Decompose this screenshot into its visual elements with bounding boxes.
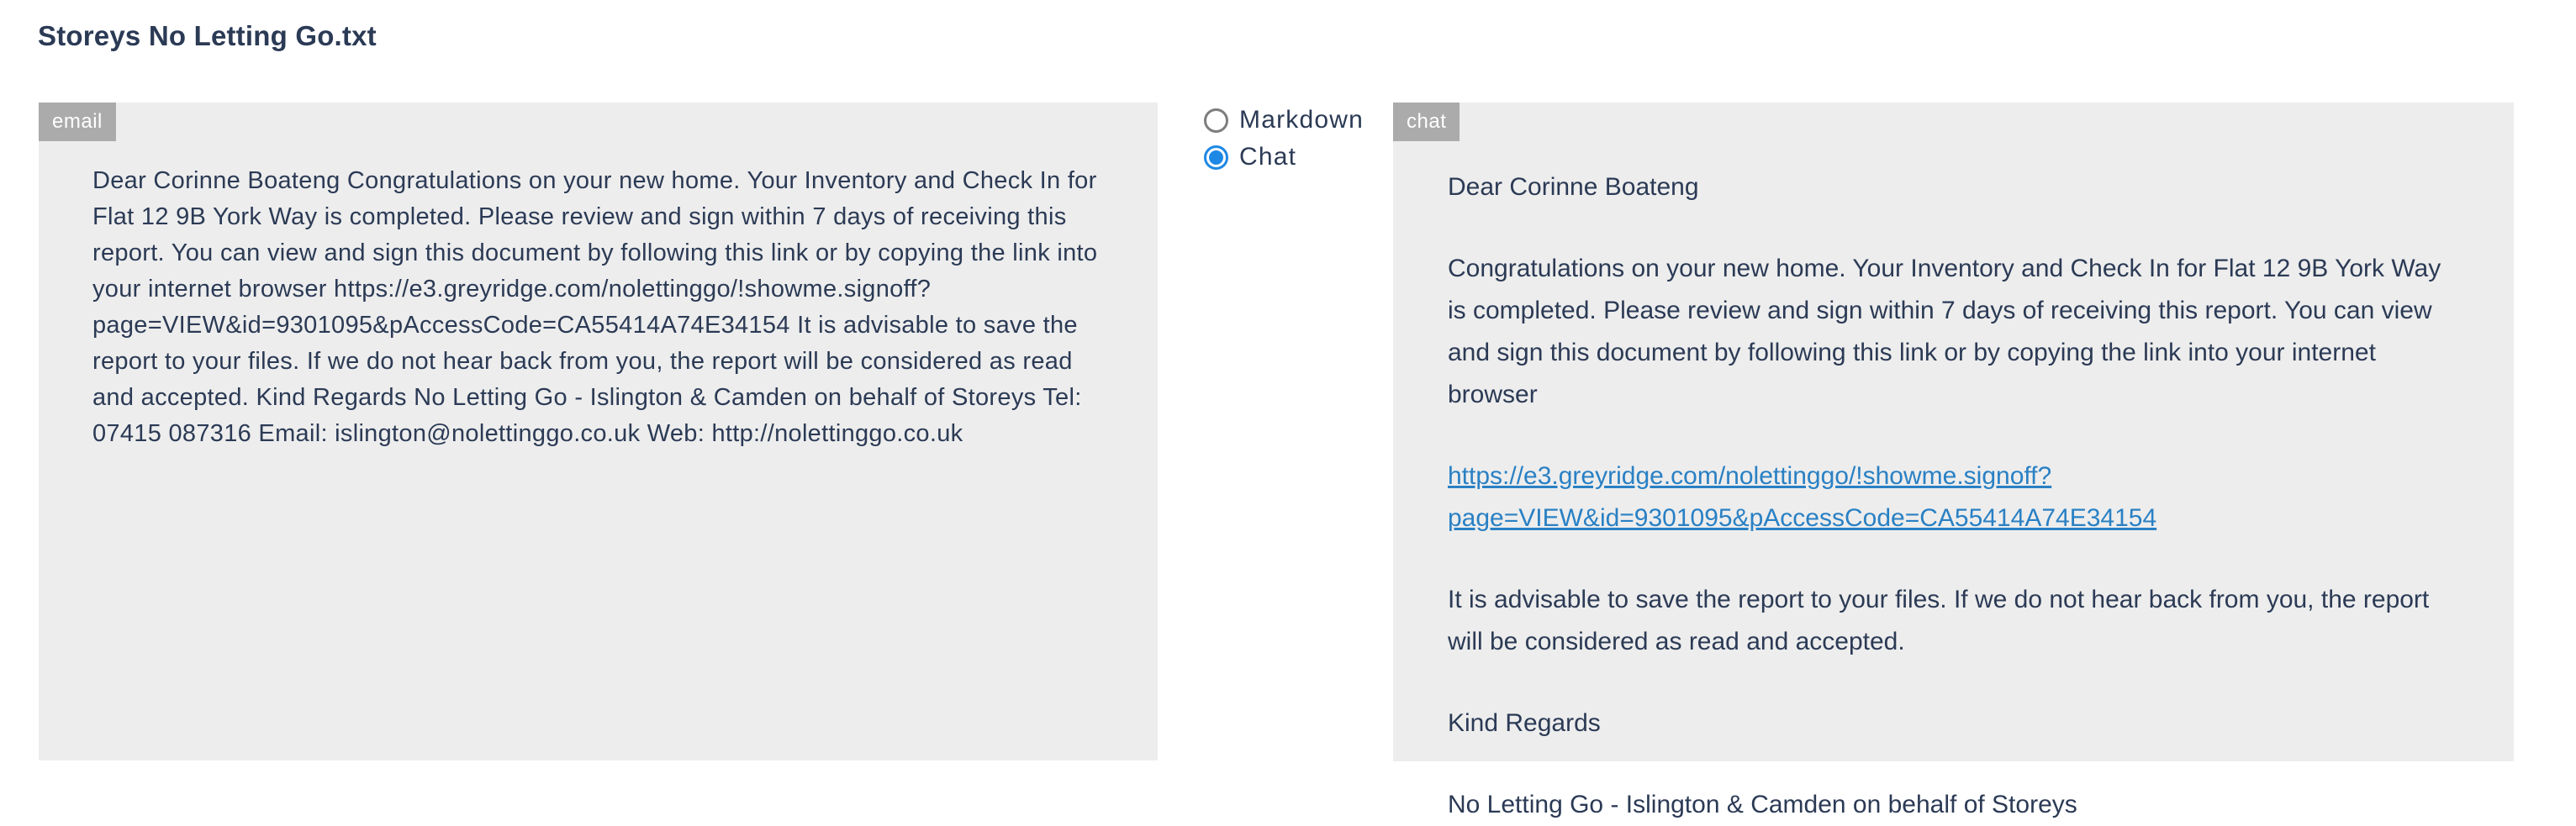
chat-rendered-panel bbox=[1393, 103, 2514, 818]
chat-radio-label: Chat bbox=[1239, 143, 1297, 171]
radio-circle-icon bbox=[1204, 108, 1228, 133]
email-raw-text: Dear Corinne Boateng Congratulations on your new home. Your Inventory and Check In for Flat 12 9B York Way is completed. Please review and sign within 7 days of receiving this report. You can view and sign this document by following this link or by copying the link into your internet browser https://e3.greyridge.com/nolettinggo/!showme.signoff?page=VIEW&id=9301095&pAccessCode=CA55414A74E34154 It is advisable to save the report to your files. If we do not hear back from you, the report will be considered as read and accepted. Kind Regards No Letting Go - Islington & Camden on behalf of Storeys Tel: 07415 087316 Email: islington@nolettinggo.co.uk Web: http://nolettinggo.co.uk bbox=[92, 167, 1098, 447]
radio-circle-icon bbox=[1204, 145, 1228, 170]
chat-radio[interactable] bbox=[1204, 145, 1364, 170]
signoff-link[interactable]: https://e3.greyridge.com/nolettinggo/!showme.signoff?page=VIEW&id=9301095&pAccessCode=CA55414A74E34154 bbox=[1448, 462, 2157, 532]
chat-badge: chat bbox=[1393, 103, 1460, 141]
chat-body-paragraph-2: It is advisable to save the report to your files. If we do not hear back from you, the report will be considered as read and accepted. bbox=[1448, 586, 2430, 655]
chat-signoff: Kind Regards bbox=[1448, 709, 1601, 737]
page-title: Storeys No Letting Go.txt bbox=[38, 20, 377, 51]
email-badge: email bbox=[39, 103, 116, 141]
markdown-radio[interactable] bbox=[1204, 108, 1364, 133]
chat-message-body bbox=[1448, 166, 2463, 826]
view-mode-radio-group bbox=[1204, 108, 1364, 170]
chat-signature: No Letting Go - Islington & Camden on behalf of Storeys bbox=[1448, 791, 2077, 818]
markdown-radio-label: Markdown bbox=[1239, 106, 1364, 134]
chat-body-paragraph-1: Congratulations on your new home. Your Inventory and Check In for Flat 12 9B York Way is completed. Please review and sign within 7 days of receiving this report. You can view and sign this document by following this link or by copying the link into your internet browser bbox=[1448, 255, 2441, 408]
email-source-panel bbox=[39, 103, 1158, 760]
chat-greeting: Dear Corinne Boateng bbox=[1448, 173, 1699, 201]
chat-link-paragraph bbox=[1448, 455, 2463, 539]
